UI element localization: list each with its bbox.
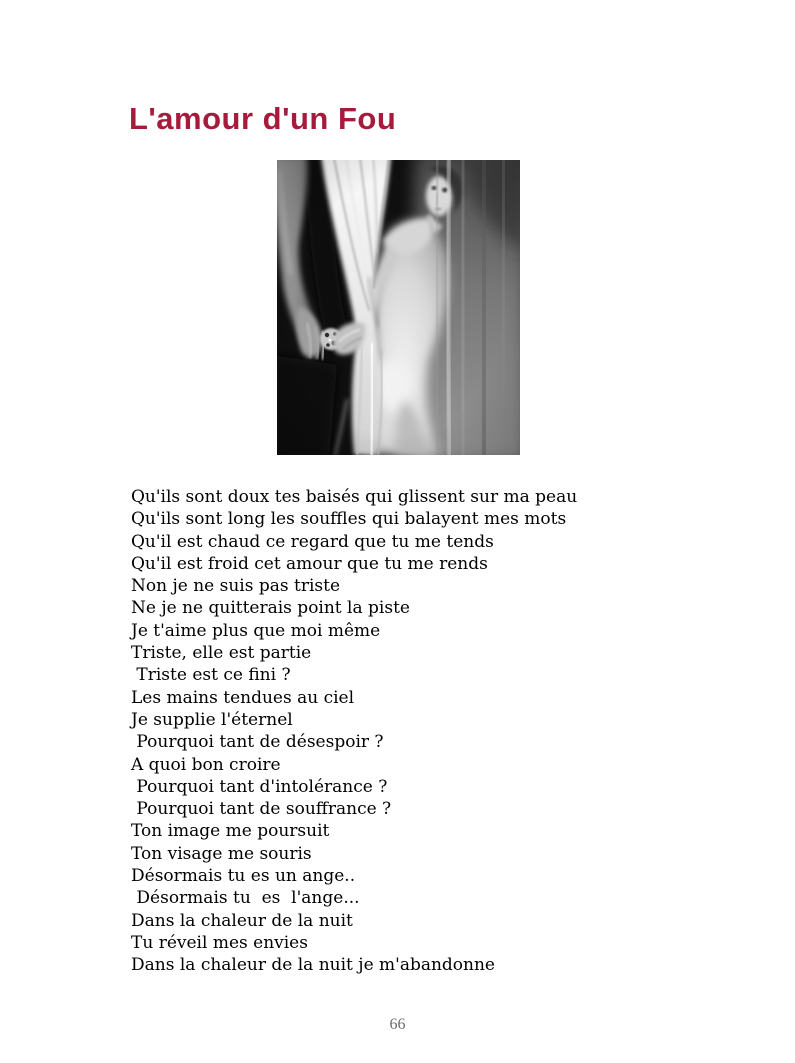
poem-line: Ne je ne quitterais point la piste [131, 598, 410, 619]
poem-line: Dans la chaleur de la nuit [131, 910, 353, 931]
photo-illustration [277, 160, 520, 455]
poem-line: Désormais tu es l'ange... [131, 888, 360, 909]
poem-line: Triste est ce fini ? [131, 665, 291, 686]
poem-line: Les mains tendues au ciel [131, 687, 355, 708]
poem-line: Qu'ils sont doux tes baisés qui glissent sur ma peau [131, 487, 578, 507]
page-title: L'amour d'un Fou [129, 101, 397, 136]
page-number: 66 [389, 1016, 406, 1033]
poem-line: Ton image me poursuit [131, 821, 330, 842]
poem-line: Pourquoi tant de désespoir ? [131, 732, 384, 753]
poem-line: Je t'aime plus que moi même [131, 620, 381, 641]
poem-line: Désormais tu es un ange.. [131, 866, 356, 887]
poem-line: Je supplie l'éternel [131, 709, 293, 730]
poem-line: A quoi bon croire [131, 754, 281, 775]
poem-line: Qu'il est froid cet amour que tu me rends [131, 553, 488, 574]
poem-line: Dans la chaleur de la nuit je m'abandonne [131, 955, 495, 976]
poem-line: Pourquoi tant d'intolérance ? [131, 776, 388, 797]
poem [131, 486, 611, 977]
poem-line: Non je ne suis pas triste [131, 576, 341, 597]
poem-line: Qu'ils sont long les souffles qui balayent mes mots [131, 509, 567, 530]
poem-photo [277, 160, 520, 455]
poem-line: Pourquoi tant de souffrance ? [131, 799, 392, 820]
poem-line: Qu'il est chaud ce regard que tu me tends [131, 531, 494, 552]
poem-line: Ton visage me souris [131, 843, 312, 864]
poem-line: Tu réveil mes envies [131, 932, 308, 953]
poem-line: Triste, elle est partie [131, 643, 312, 664]
